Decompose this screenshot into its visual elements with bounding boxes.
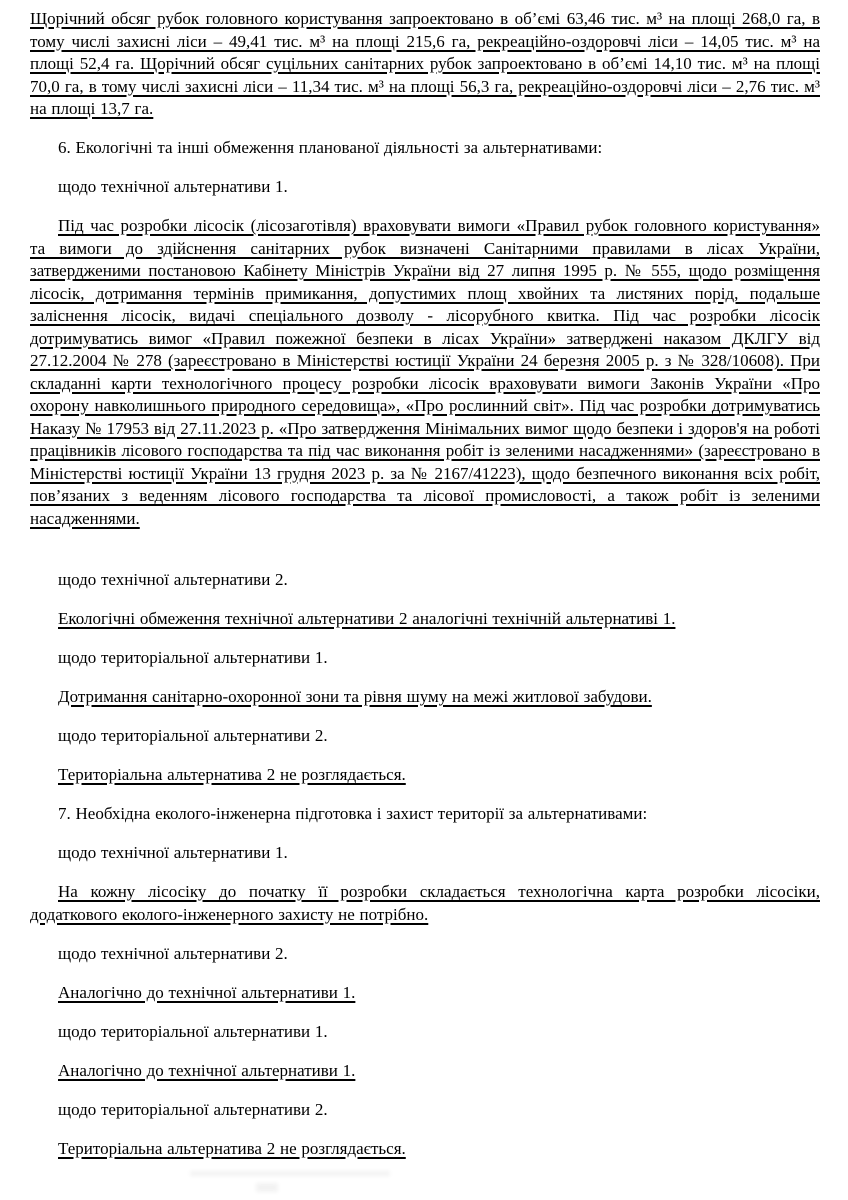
paragraph-sanitary-protection-zone: Дотримання санітарно-охоронної зони та рівня шуму на межі житлової забудови. <box>58 687 652 706</box>
paragraph-same-as-tech-alt-1-b: Аналогічно до технічної альтернативи 1. <box>58 1060 356 1080</box>
label-technical-alternative-1: щодо технічної альтернативи 1. <box>58 177 288 196</box>
paragraph-tech-alt-2-restrictions: Екологічні обмеження технічної альтернативи 2 аналогічні технічній альтернативі 1. <box>58 609 676 628</box>
paragraph-territorial-alt-2-not-considered-section7: Територіальна альтернатива 2 не розглядається. <box>58 1138 406 1158</box>
label-territorial-alternative-2: щодо територіальної альтернативи 2. <box>58 726 328 745</box>
section-6-heading: 6. Екологічні та інші обмеження планованої діяльності за альтернативами: <box>58 138 603 157</box>
label-territorial-alternative-1: щодо територіальної альтернативи 1. <box>58 648 328 667</box>
cut-off-line-artifact <box>190 1171 390 1176</box>
paragraph-same-as-tech-alt-1-a: Аналогічно до технічної альтернативи 1. <box>58 982 356 1002</box>
cut-off-line-artifact-small <box>256 1183 278 1192</box>
label-territorial-alternative-2-section7: щодо територіальної альтернативи 2. <box>58 1099 328 1119</box>
label-technical-alternative-2-section7: щодо технічної альтернативи 2. <box>58 943 288 963</box>
paragraph-ecological-restrictions: Під час розробки лісосік (лісозаготівля) враховувати вимоги «Правил рубок головного користування» та вимоги до здійснення санітарних рубок визначені Санітарними правилами в лісах України, затвердженими постановою Кабінету Міністрів України від 27 липня 1995 р. № 555, щодо розміщення лісосік, дотримання термінів примикання, допустимих площ хвойних та листяних порід, подальше заліснення лісосік, видачі спеціального дозволу - лісорубного квитка. Під час розробки лісосік дотримуватись вимог «Правил пожежної безпеки в лісах України» затверджені наказом ДКЛГУ від 27.12.2004 № 278 (зареєстровано в Міністерстві юстиції України 24 березня 2005 р. з № 328/10608). При складанні карти технологічного процесу розробки лісосік враховувати вимоги Законів України «Про охорону навколишнього природного середовища», «Про рослинний світ». Під час розробки дотримуватись Наказу № 17953 від 27.11.2023 р. «Про затвердження Мінімальних вимог щодо безпеки і здоров'я на роботі працівників лісового господарства та під час виконання робіт із зеленими насадженнями» (зареєстровано в Міністерстві юстиції України 13 грудня 2023 р. за № 2167/41223), щодо безпечного виконання всіх робіт, пов’язаних з веденням лісового господарства та лісової промисловості, а також робіт із зеленими насадженнями. <box>30 216 820 528</box>
section-7-heading: 7. Необхідна еколого-інженерна підготовка і захист території за альтернативами: <box>58 804 648 823</box>
label-technical-alternative-2: щодо технічної альтернативи 2. <box>58 570 288 589</box>
paragraph-technological-map: На кожну лісосіку до початку її розробки складається технологічна карта розробки лісосіки, додаткового еколого-інженерного захисту не потрібно. <box>30 882 820 924</box>
paragraph-territorial-alt-2-not-considered: Територіальна альтернатива 2 не розглядається. <box>58 765 406 784</box>
label-technical-alternative-1-section7: щодо технічної альтернативи 1. <box>58 843 288 862</box>
paragraph-annual-logging-volume: Щорічний обсяг рубок головного користування запроектовано в об’ємі 63,46 тис. м³ на площі 268,0 га, в тому числі захисні ліси – 49,41 тис. м³ на площі 215,6 га, рекреаційно-оздоровчі ліси – 14,05 тис. м³ на площі 52,4 га. Щорічний обсяг суцільних санітарних рубок запроектовано в об’ємі 14,10 тис. м³ на площі 70,0 га, в тому числі захисні ліси – 11,34 тис. м³ на площі 56,3 га, рекреаційно-оздоровчі ліси – 2,76 тис. м³ на площі 13,7 га. <box>30 9 820 118</box>
label-territorial-alternative-1-section7: щодо територіальної альтернативи 1. <box>58 1021 328 1041</box>
